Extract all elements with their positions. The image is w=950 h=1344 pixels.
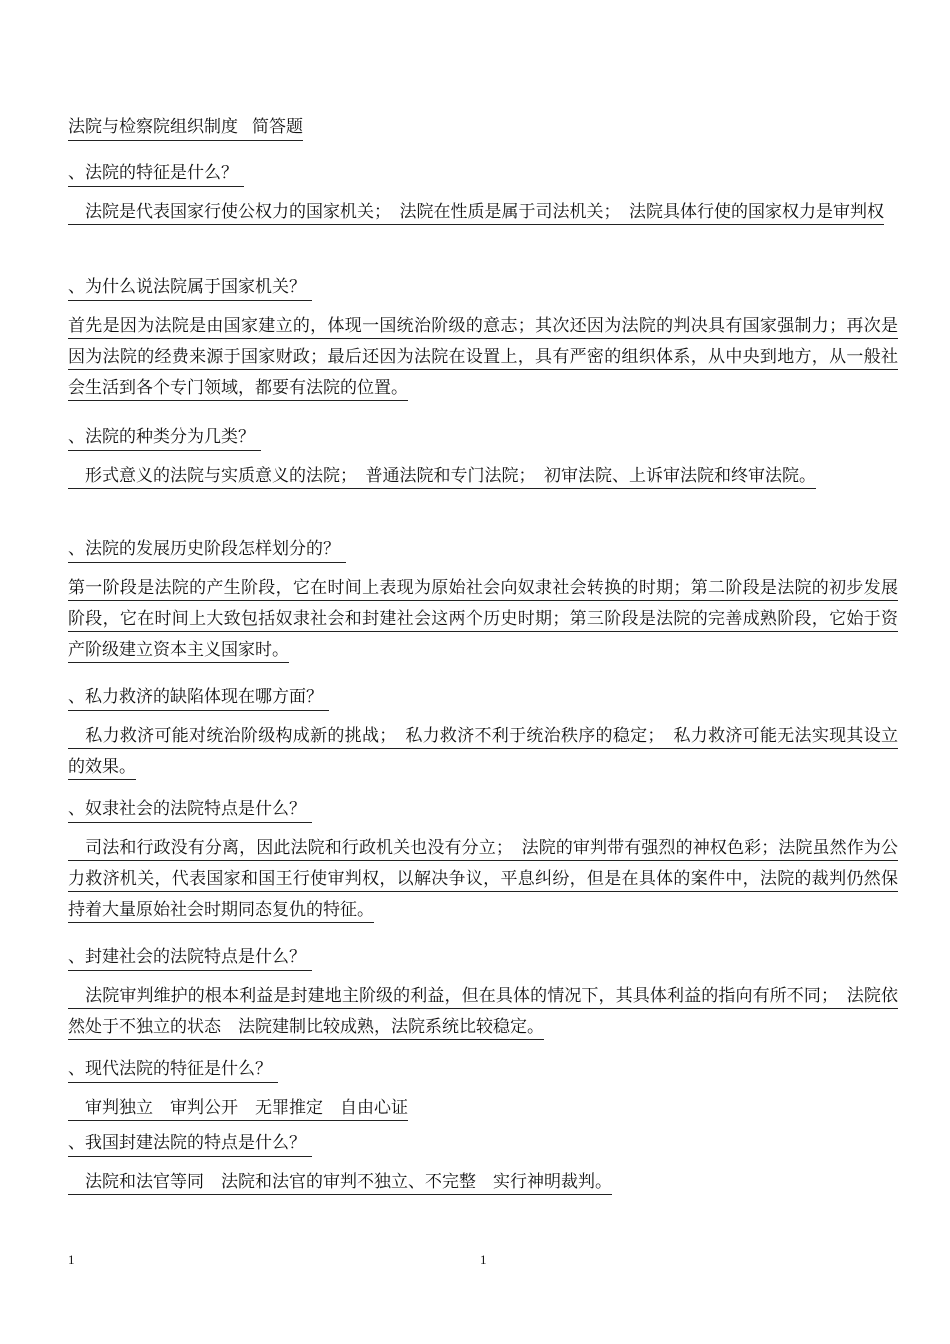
question-3: 、法院的种类分为几类？ (68, 424, 261, 451)
page-number-right: 1 (480, 1252, 487, 1267)
title-main: 法院与检察院组织制度 (68, 117, 238, 137)
answer-3: 形式意义的法院与实质意义的法院； 普通法院和专门法院； 初审法院、上诉审法院和终审法院。 (68, 461, 898, 492)
question-7: 、封建社会的法院特点是什么？ (68, 944, 312, 971)
qa-item-2 (68, 274, 898, 404)
question-4: 、法院的发展历史阶段怎样划分的？ (68, 536, 346, 563)
answer-8: 审判独立 审判公开 无罪推定 自由心证 (68, 1093, 898, 1124)
question-9: 、我国封建法院的特点是什么？ (68, 1130, 312, 1157)
answer-9: 法院和法官等同 法院和法官的审判不独立、不完整 实行神明裁判。 (68, 1167, 898, 1198)
answer-2: 首先是因为法院是由国家建立的，体现一国统治阶级的意志；其次还因为法院的判决具有国家强制力；再次是因为法院的经费来源于国家财政；最后还因为法院在设置上，具有严密的组织体系，从中央到地方，从一般社会生活到各个专门领域，都要有法院的位置。 (68, 311, 898, 404)
answer-6: 司法和行政没有分离，因此法院和行政机关也没有分立； 法院的审判带有强烈的神权色彩；法院虽然作为公力救济机关，代表国家和国王行使审判权，以解决争议，平息纠纷，但是在具体的案件中，法院的裁判仍然保持着大量原始社会时期同态复仇的特征。 (68, 833, 898, 926)
title-sub: 简答题 (252, 117, 303, 137)
answer-1: 法院是代表国家行使公权力的国家机关； 法院在性质是属于司法机关； 法院具体行使的国家权力是审判权 (68, 197, 898, 228)
qa-item-9 (68, 1130, 898, 1198)
qa-item-1 (68, 160, 898, 228)
qa-item-6 (68, 796, 898, 926)
document-title (68, 114, 303, 141)
question-2: 、为什么说法院属于国家机关？ (68, 274, 312, 301)
qa-item-3 (68, 424, 898, 492)
answer-4: 第一阶段是法院的产生阶段，它在时间上表现为原始社会向奴隶社会转换的时期；第二阶段是法院的初步发展阶段，它在时间上大致包括奴隶社会和封建社会这两个历史时期；第三阶段是法院的完善成熟阶段，它始于资产阶级建立资本主义国家时。 (68, 573, 898, 666)
question-5: 、私力救济的缺陷体现在哪方面？ (68, 684, 329, 711)
qa-item-5 (68, 684, 898, 783)
answer-5: 私力救济可能对统治阶级构成新的挑战； 私力救济不利于统治秩序的稳定； 私力救济可能无法实现其设立的效果。 (68, 721, 898, 783)
answer-7: 法院审判维护的根本利益是封建地主阶级的利益，但在具体的情况下，其具体利益的指向有所不同； 法院依然处于不独立的状态 法院建制比较成熟，法院系统比较稳定。 (68, 981, 898, 1043)
question-6: 、奴隶社会的法院特点是什么？ (68, 796, 312, 823)
qa-item-4 (68, 536, 898, 666)
page-number-left: 1 (68, 1252, 75, 1267)
qa-item-8 (68, 1056, 898, 1124)
question-1: 、法院的特征是什么？ (68, 160, 244, 187)
qa-item-7 (68, 944, 898, 1043)
question-8: 、现代法院的特征是什么？ (68, 1056, 278, 1083)
